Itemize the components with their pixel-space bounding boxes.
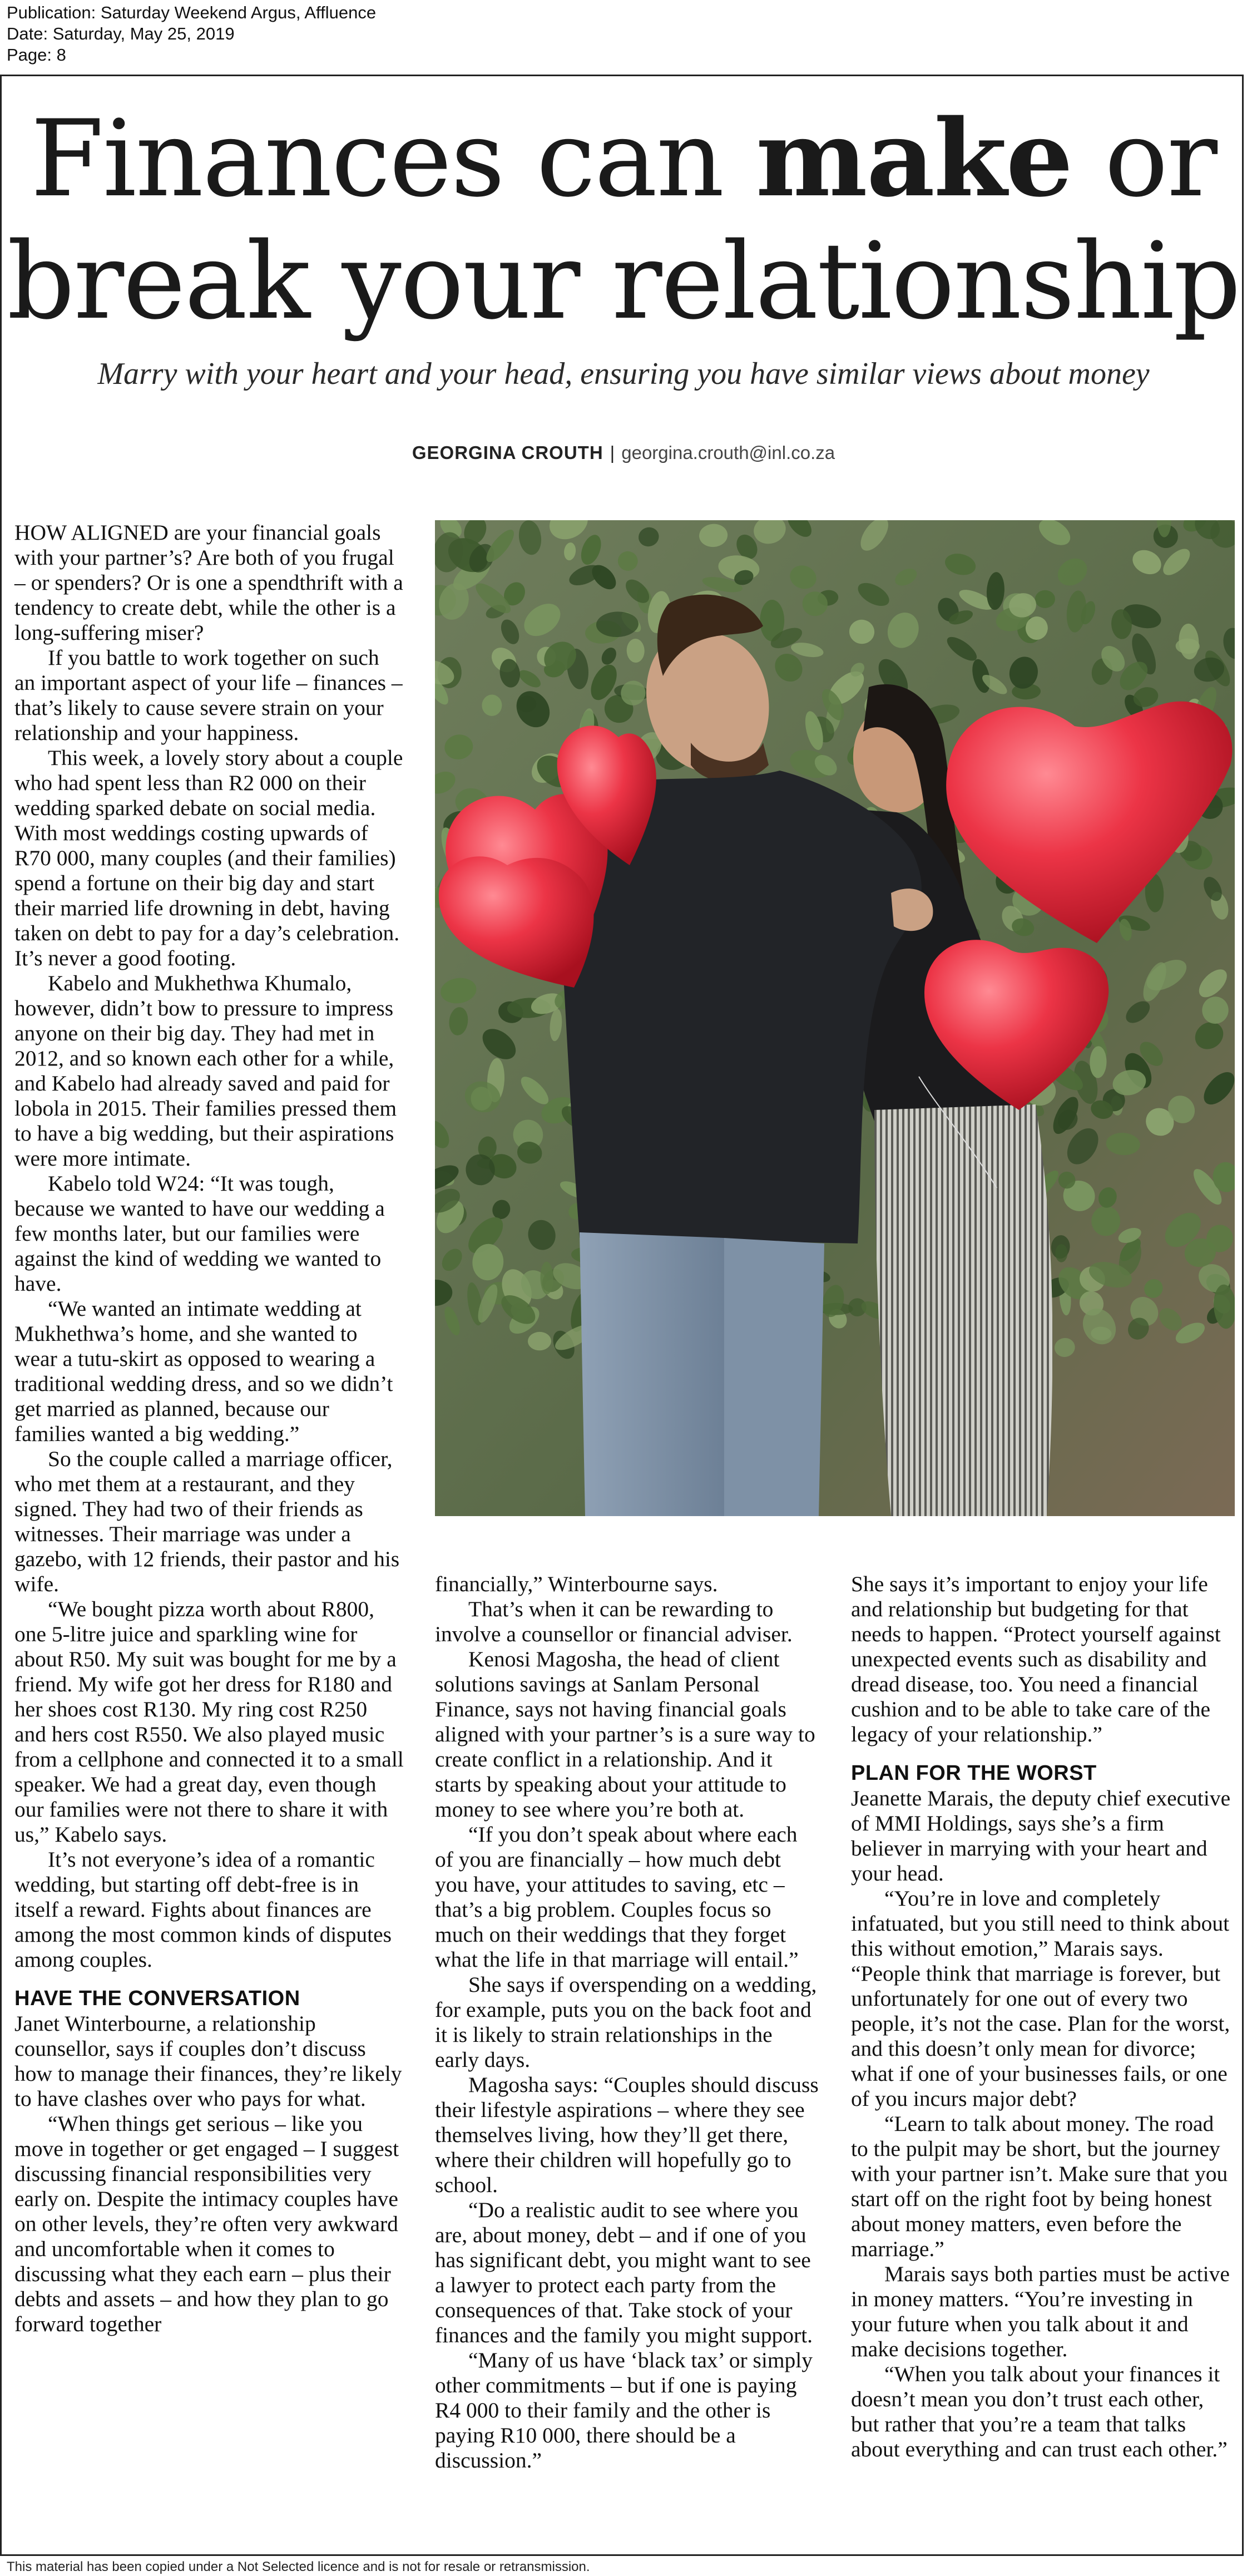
section-heading: PLAN FOR THE WORST bbox=[851, 1761, 1097, 1785]
article-paragraph: This week, a lovely story about a couple who had spent less than R2 000 on their wedding sparked debate on social media. With most weddings costing upwards of R70 000, many couples (and their families) spend a fortune on their big day and start their married life drowning in debt, having taken on debt to pay for a day’s celebration. It’s never a good footing. bbox=[14, 746, 403, 970]
couple-photo bbox=[435, 520, 1235, 1516]
section-heading: HAVE THE CONVERSATION bbox=[14, 1987, 300, 2010]
article-paragraph: “When things get serious – like you move in together or get engaged – I suggest discussing financial responsibilities very early on. Despite the intimacy couples have on other levels, they’re often very awkward and uncomfortable when it comes to discussing what they each earn – plus their debts and assets – and how they plan to go forward together bbox=[14, 2111, 399, 2336]
publication-date: Date: Saturday, May 25, 2019 bbox=[7, 24, 235, 43]
headline-bold: make bbox=[755, 96, 1072, 220]
article-paragraph: That’s when it can be rewarding to involve a counsellor or financial adviser. bbox=[435, 1597, 793, 1646]
article-paragraph: financially,” Winterbourne says. bbox=[435, 1572, 718, 1596]
article-paragraph: “If you don’t speak about where each of you are financially – how much debt you have, your attitudes to saving, etc – that’s a big problem. Couples focus so much on their weddings that they forget what the life in that marriage will entail.” bbox=[435, 1822, 799, 1972]
article-paragraph: Magosha says: “Couples should discuss their lifestyle aspirations – where they see themselves living, how they’ll get there, where their children will hopefully go to school. bbox=[435, 2072, 819, 2197]
article-paragraph: “We wanted an intimate wedding at Mukhethwa’s home, and she wanted to wear a tutu-skirt as opposed to wearing a traditional wedding dress, and so we didn’t get married as planned, because our families wanted a big wedding.” bbox=[14, 1296, 393, 1446]
article-paragraph: She says if overspending on a wedding, for example, puts you on the back foot and it is likely to strain relationships in the early days. bbox=[435, 1972, 817, 2072]
copyright-notice: This material has been copied under a Not Selected licence and is not for resale or retransmission. bbox=[7, 2559, 590, 2574]
article-column-1 bbox=[14, 520, 404, 2337]
article-paragraph: Kenosi Magosha, the head of client solutions savings at Sanlam Personal Finance, says not having financial goals aligned with your partner’s is a sure way to create conflict in a relationship. And it starts by speaking about your attitude to money to see where you’re both at. bbox=[435, 1647, 815, 1822]
article-paragraph: “Do a realistic audit to see where you are, about money, debt – and if one of you has significant debt, you might want to see a lawyer to protect each party from the consequences of that. Take stock of your finances and the family you might support. bbox=[435, 2198, 813, 2347]
headline bbox=[0, 97, 1247, 343]
publication-meta bbox=[7, 2, 376, 66]
article-paragraph: Janet Winterbourne, a relationship counsellor, says if couples don’t discuss how to manage their finances, they’re likely to have clashes over who pays for what. bbox=[14, 2011, 402, 2111]
headline-post: or bbox=[1072, 97, 1217, 220]
headline-line-2: break your relationship bbox=[7, 220, 1240, 343]
article-paragraph: “When you talk about your finances it doesn’t mean you don’t trust each other, but rather that you’re a team that talks about everything and can trust each other.” bbox=[851, 2362, 1228, 2461]
article-paragraph: Kabelo and Mukhethwa Khumalo, however, didn’t bow to pressure to impress anyone on their big day. They had met in 2012, and so known each other for a while, and Kabelo had already saved and paid for lobola in 2015. Their families pressed them to have a big wedding, but their aspirations were more intimate. bbox=[14, 971, 397, 1171]
author-email[interactable]: georgina.crouth@inl.co.za bbox=[621, 442, 835, 463]
article-paragraph: Kabelo told W24: “It was tough, because we wanted to have our wedding a few months later, but our families were against the kind of wedding we wanted to have. bbox=[14, 1171, 385, 1296]
byline bbox=[0, 442, 1247, 463]
headline-line-1 bbox=[0, 97, 1247, 220]
article-paragraph: Jeanette Marais, the deputy chief executive of MMI Holdings, says she’s a firm believer in marrying with your heart and your head. bbox=[851, 1786, 1231, 1886]
article-paragraph: If you battle to work together on such an important aspect of your life – finances – that’s likely to cause severe strain on your relationship and your happiness. bbox=[14, 645, 403, 745]
article-paragraph: “You’re in love and completely infatuated, but you still need to think about this without emotion,” Marais says. “People think that marriage is forever, but unfortunately for one out of every two people, it’s not the case. Plan for the worst, and this doesn’t only mean for divorce; what if one of your businesses fails, or one of you incurs major debt? bbox=[851, 1886, 1230, 2111]
article-paragraph: HOW ALIGNED are your financial goals with your partner’s? Are both of you frugal – or spenders? Or is one a spendthrift with a tendency to create debt, while the other is a long-suffering miser? bbox=[14, 520, 403, 645]
subheadline: Marry with your heart and your head, ensuring you have similar views about money bbox=[97, 357, 1150, 391]
article-paragraph: So the couple called a marriage officer, who met them at a restaurant, and they signed. They had two of their friends as witnesses. Their marriage was under a gazebo, with 12 friends, their pastor and his wife. bbox=[14, 1447, 400, 1596]
article-paragraph: Marais says both parties must be active in money matters. “You’re investing in your future when you talk about it and make decisions together. bbox=[851, 2262, 1230, 2361]
article-paragraph: “Learn to talk about money. The road to the pulpit may be short, but the journey with your partner isn’t. Make sure that you start off on the right foot by being honest about money matters, even before the marriage.” bbox=[851, 2111, 1228, 2261]
publication-name: Publication: Saturday Weekend Argus, Affluence bbox=[7, 3, 377, 22]
article-paragraph: “Many of us have ‘black tax’ or simply other commitments – but if one is paying R4 000 to their family and the other is paying R10 000, there should be a discussion.” bbox=[435, 2348, 813, 2473]
byline-separator: | bbox=[610, 442, 615, 463]
article-column-2 bbox=[435, 1572, 819, 2473]
article-paragraph: She says it’s important to enjoy your life and relationship but budgeting for that needs to happen. “Protect yourself against unexpected events such as disability and dread disease, too. You need a financial cushion and to be able to take care of the legacy of your relationship.” bbox=[851, 1572, 1221, 1746]
article-paragraph: It’s not everyone’s idea of a romantic wedding, but starting off debt-free is in itself a reward. Fights about finances are among the most common kinds of disputes among couples. bbox=[14, 1847, 392, 1972]
article-paragraph: “We bought pizza worth about R800, one 5-litre juice and sparkling wine for about R50. My suit was bought for me by a friend. My wife got her dress for R180 and her shoes cost R130. My ring cost R250 and hers cost R550. We also played music from a cellphone and connected it to a small speaker. We had a great day, even though our families were not there to share it with us,” Kabelo says. bbox=[14, 1597, 404, 1847]
author-name: GEORGINA CROUTH bbox=[412, 442, 603, 463]
page-number: Page: 8 bbox=[7, 45, 66, 65]
couple-with-heart-balloons-image bbox=[435, 520, 1235, 1516]
article-column-3 bbox=[851, 1572, 1235, 2462]
headline-pre: Finances can bbox=[30, 97, 756, 220]
